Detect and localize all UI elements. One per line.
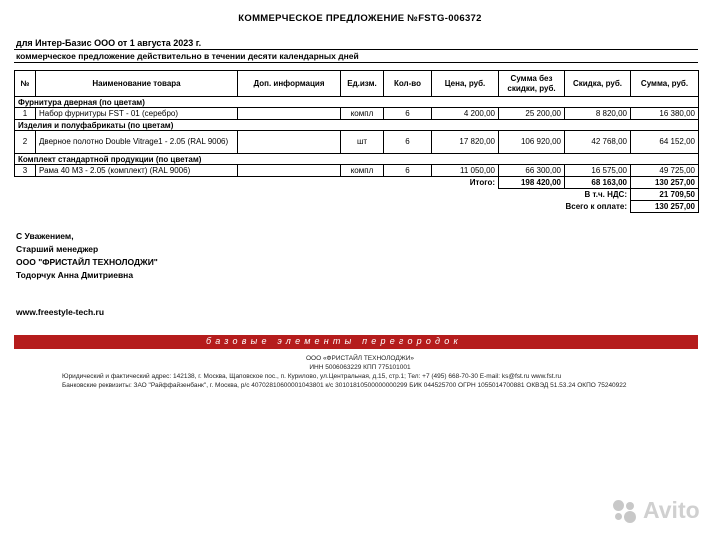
group-title: Фурнитура дверная (по цветам): [15, 97, 699, 108]
unit: компл: [341, 165, 384, 177]
website-link[interactable]: www.freestyle-tech.ru: [16, 307, 105, 317]
price: 4 200,00: [432, 108, 499, 120]
payment-value: 130 257,00: [631, 201, 699, 213]
group-title: Комплект стандартной продукции (по цветам): [15, 154, 699, 165]
header-cell: №: [15, 71, 36, 97]
product-name: Дверное полотно Double Vitrage1 - 2.05 (RAL 9006): [36, 131, 238, 154]
table-row: [15, 108, 699, 120]
header-cell: Сумма без скидки, руб.: [499, 71, 565, 97]
additional-info: [238, 131, 341, 154]
unit: компл: [341, 108, 384, 120]
unit: шт: [341, 131, 384, 154]
footer-inn: ИНН 5006063229 КПП 775101001: [309, 364, 411, 371]
brand-banner: [14, 335, 698, 349]
discount: 8 820,00: [565, 108, 631, 120]
banner-text: базовые элементы перегородок: [206, 336, 462, 346]
footer-address: Юридический и фактический адрес: 142138, г. Москва, Щаповское пос., п. Курилово, ул.Центральная, д.15, стр.1; Тел: +7 (495) 668-70-30 E-mail: ks@fst.ru www.fst.ru: [62, 373, 562, 380]
total-discount: 68 163,00: [565, 177, 631, 189]
price: 17 820,00: [432, 131, 499, 154]
table-row: [15, 131, 699, 154]
document-title: КОММЕРЧЕСКОЕ ПРЕДЛОЖЕНИЕ №FSTG-006372: [238, 13, 482, 24]
payment-row: [15, 201, 699, 213]
validity-note: коммерческое предложение действительно в течении десяти календарных дней: [16, 51, 359, 61]
vat-row: [15, 189, 699, 201]
price: 11 050,00: [432, 165, 499, 177]
avito-dots-icon: [612, 498, 638, 524]
group-row: [15, 97, 699, 108]
product-name: Набор фурнитуры FST - 01 (серебро): [36, 108, 238, 120]
vat-label: В т.ч. НДС:: [584, 190, 627, 200]
product-name: Рама 40 М3 - 2.05 (комплект) (RAL 9006): [36, 165, 238, 177]
header-cell: Доп. информация: [238, 71, 341, 97]
sum: 64 152,00: [631, 131, 699, 154]
table-header-row: [15, 71, 699, 97]
discount: 16 575,00: [565, 165, 631, 177]
items-table: [14, 70, 699, 213]
sum-no-discount: 66 300,00: [499, 165, 565, 177]
sum-no-discount: 106 920,00: [499, 131, 565, 154]
sum-no-discount: 25 200,00: [499, 108, 565, 120]
footer-bank: Банковские реквизиты: ЗАО "Райффайзенбанк", г. Москва, р/с 40702810600001043801 к/с 30101810500000000299 БИК 044525700 ОГРН 1055014700881 ОКВЭД 51.53.24 ОКПО 75240922: [62, 382, 627, 389]
group-row: [15, 154, 699, 165]
signature-person: Тодорчук Анна Дмитриевна: [16, 270, 134, 280]
sum: 16 380,00: [631, 108, 699, 120]
quantity: 6: [384, 165, 432, 177]
watermark-text: Avito: [643, 497, 700, 523]
footer-company: ООО «ФРИСТАЙЛ ТЕХНОЛОДЖИ»: [305, 355, 415, 362]
recipient-line: для Интер-Базис ООО от 1 августа 2023 г.: [16, 38, 202, 48]
total-sum: 130 257,00: [631, 177, 699, 189]
avito-watermark: [612, 497, 700, 524]
total-no-discount: 198 420,00: [499, 177, 565, 189]
signature-position: Старший менеджер: [16, 244, 99, 254]
header-cell: Скидка, руб.: [565, 71, 631, 97]
quantity: 6: [384, 108, 432, 120]
divider: [14, 62, 698, 63]
header-cell: Цена, руб.: [432, 71, 499, 97]
header-cell: Наименование товара: [36, 71, 238, 97]
header-cell: Сумма, руб.: [631, 71, 699, 97]
row-number: 1: [15, 108, 36, 120]
quantity: 6: [384, 131, 432, 154]
total-label: Итого:: [469, 178, 495, 188]
additional-info: [238, 165, 341, 177]
discount: 42 768,00: [565, 131, 631, 154]
row-number: 3: [15, 165, 36, 177]
group-row: [15, 120, 699, 131]
table-row: [15, 165, 699, 177]
row-number: 2: [15, 131, 36, 154]
sum: 49 725,00: [631, 165, 699, 177]
header-cell: Ед.изм.: [341, 71, 384, 97]
signature-greeting: С Уважением,: [16, 231, 74, 241]
header-cell: Кол-во: [384, 71, 432, 97]
vat-value: 21 709,50: [631, 189, 699, 201]
additional-info: [238, 108, 341, 120]
signature-block: [16, 230, 158, 282]
payment-label: Всего к оплате:: [565, 202, 627, 211]
signature-company: ООО "ФРИСТАЙЛ ТЕХНОЛОДЖИ": [16, 257, 158, 267]
total-row: [15, 177, 699, 189]
divider: [14, 49, 698, 50]
group-title: Изделия и полуфабрикаты (по цветам): [15, 120, 699, 131]
